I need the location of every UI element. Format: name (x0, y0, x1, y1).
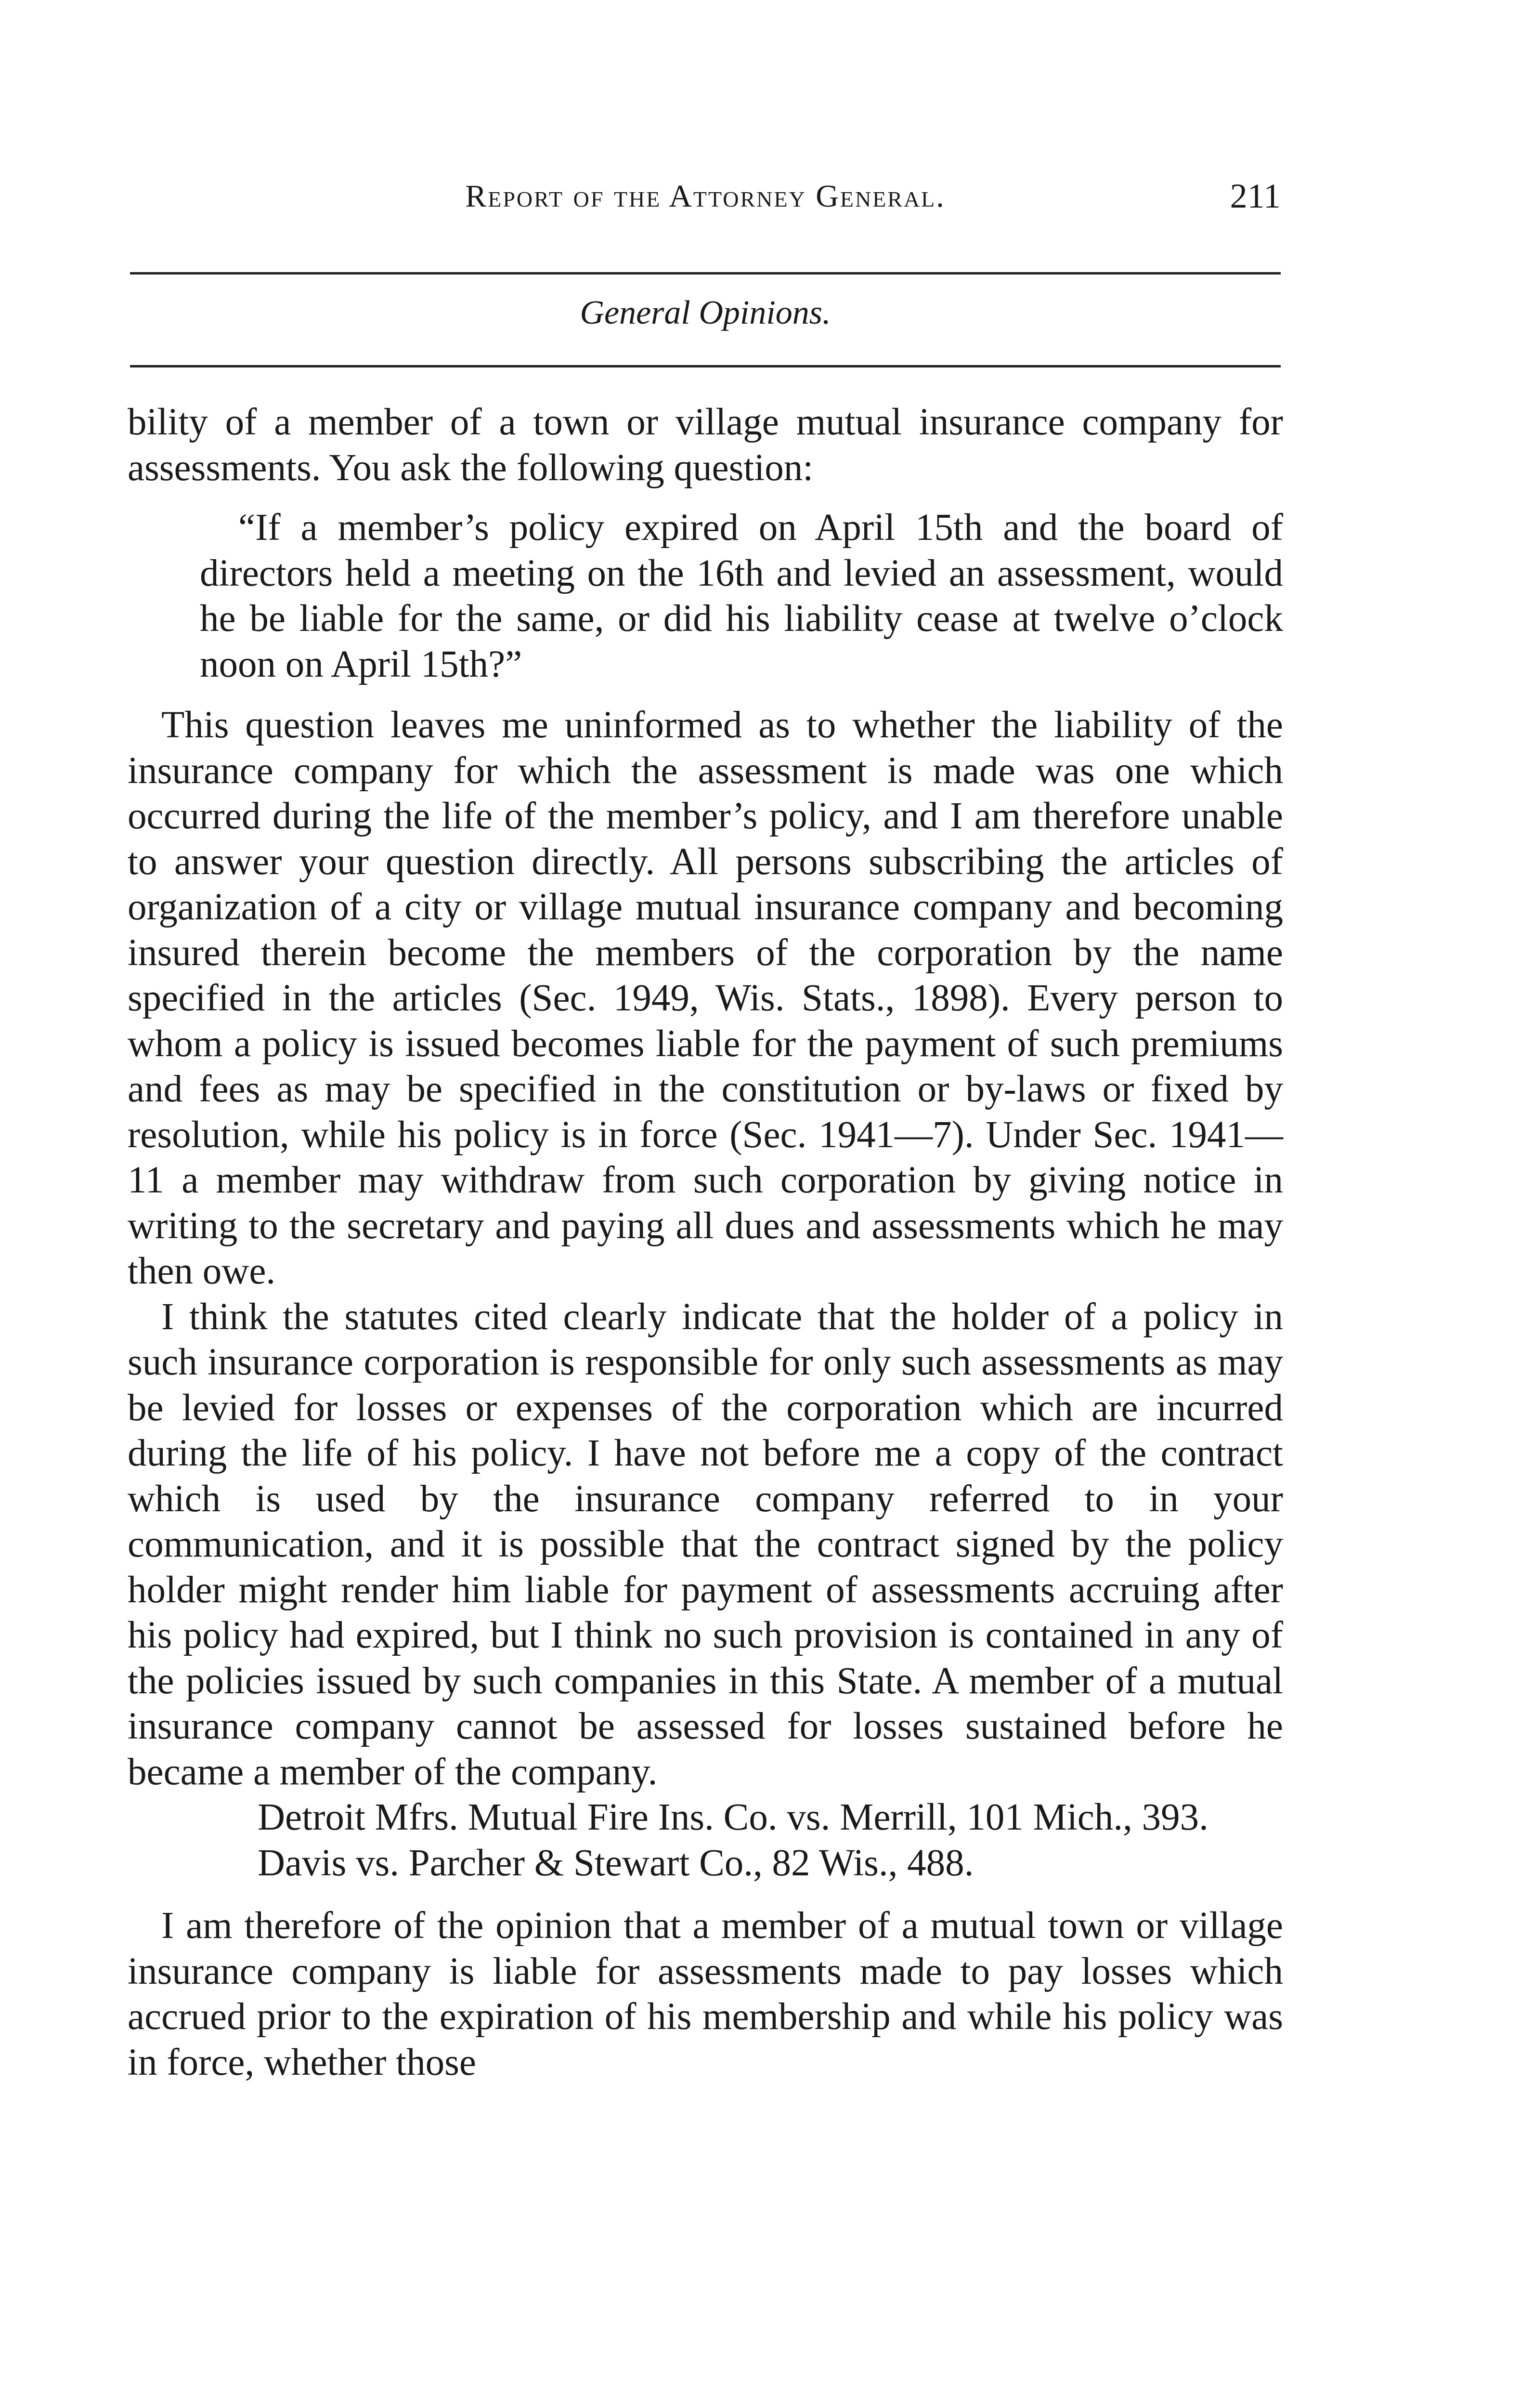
paragraph-analysis: I think the statutes cited clearly indicate that the holder of a policy in such insurance corporation is responsible for only such assessments as may be levied for losses or expenses of the corporation which are incurred during the life of his policy. I have not before me a copy of the contract which is used by the insurance company referred to in your communication, and it is possible that the contract signed by the policy holder might render him liable for payment of assessments accruing after his policy had expired, but I think no such provision is contained in any of the policies issued by such companies in this State. A member of a mutual insurance company cannot be assessed for losses sustained before he became a member of the company. (128, 1296, 1283, 1793)
block-quote: “If a member’s policy expired on April 15th and the board of directors held a meeting on the 16th and levied an assessment, would he be liable for the same, or did his liability cease at twelve o’clock noon on April 15th?” (200, 507, 1283, 685)
header-rule-top (130, 272, 1281, 275)
page-number: 211 (1230, 177, 1281, 215)
header-rule-bottom (130, 365, 1281, 367)
running-title: Report of the Attorney General. (465, 179, 946, 214)
paragraph-continuation: bility of a member of a town or village mutual insurance company for assessments. You ask the following question: (128, 401, 1283, 489)
case-citation: Davis vs. Parcher & Stewart Co., 82 Wis., 488. (258, 1842, 974, 1884)
section-heading: General Opinions. (580, 294, 831, 331)
case-citation: Detroit Mfrs. Mutual Fire Ins. Co. vs. Merrill, 101 Mich., 393. (258, 1796, 1208, 1838)
running-header (130, 178, 1281, 226)
body-text (128, 400, 1283, 2085)
paragraph-statutes: This question leaves me uninformed as to whether the liability of the insurance company for which the assessment is made was one which occurred during the life of the member’s policy, and I am therefore unable to answer your question directly. All persons subscribing the articles of organization of a city or village mutual insurance company and becoming insured therein become the members of the corporation by the name specified in the articles (Sec. 1949, Wis. Stats., 1898). Every person to whom a policy is issued becomes liable for the payment of such premiums and fees as may be specified in the constitution or by-laws or fixed by resolution, while his policy is in force (Sec. 1941—7). Under Sec. 1941—11 a member may withdraw from such corporation by giving notice in writing to the secretary and paying all dues and assessments which he may then owe. (128, 704, 1283, 1292)
paragraph-opinion: I am therefore of the opinion that a member of a mutual town or village insurance company is liable for assessments made to pay losses which accrued prior to the expiration of his membership and while his policy was in force, whether those (128, 1905, 1283, 2083)
